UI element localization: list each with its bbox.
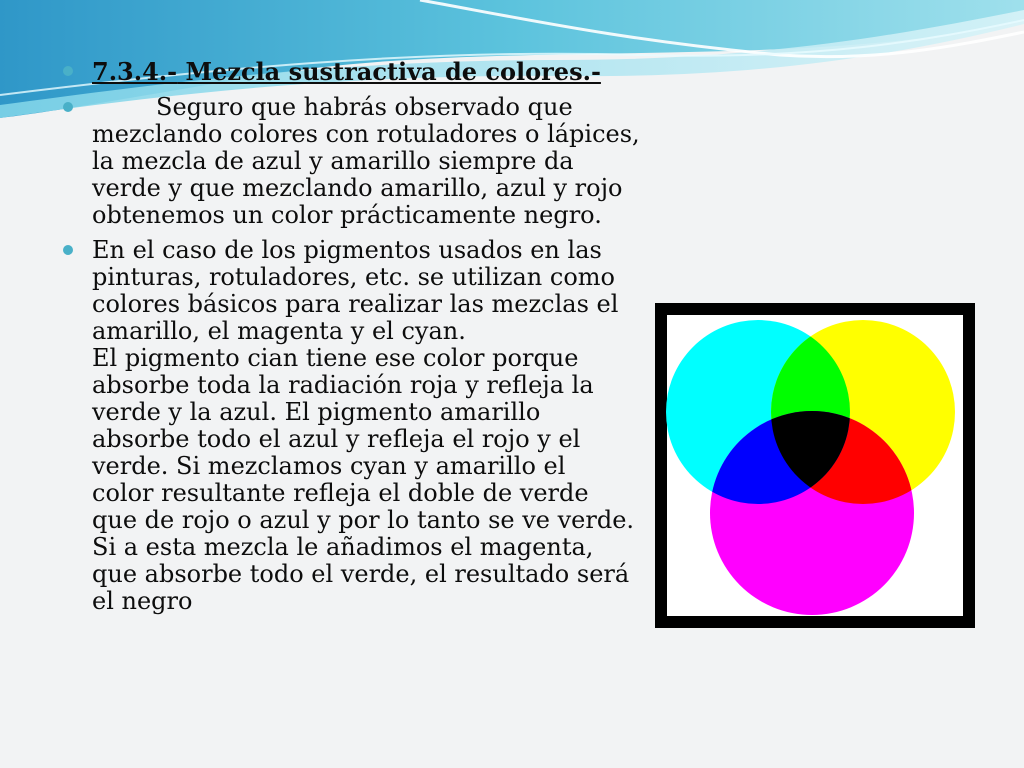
paragraph-2-line: que absorbe todo el verde, el resultado será bbox=[92, 560, 630, 588]
bullet-icon bbox=[63, 66, 73, 76]
paragraph-1: Seguro que habrás observado que mezclando colores con rotuladores o lápices, la mezcla de azul y amarillo siempre da verde y que mezclando amarillo, azul y rojo obtenemos un color prácticamente negro. bbox=[92, 93, 640, 229]
paragraph-2-line: En el caso de los pigmentos usados en las bbox=[92, 236, 602, 264]
bullet-list bbox=[60, 58, 640, 623]
paragraph-2-line: color resultante refleja el doble de verde bbox=[92, 479, 589, 507]
paragraph-2-line: verde y la azul. El pigmento amarillo bbox=[92, 398, 541, 426]
paragraph-2-line: Si a esta mezcla le añadimos el magenta, bbox=[92, 533, 594, 561]
paragraph-2-line: que de rojo o azul y por lo tanto se ve verde. bbox=[92, 506, 635, 534]
paragraph-2-line: amarillo, el magenta y el cyan. bbox=[92, 317, 466, 345]
paragraph-2-line: pinturas, rotuladores, etc. se utilizan como bbox=[92, 263, 615, 291]
paragraph-2-line: verde. Si mezclamos cyan y amarillo el bbox=[92, 452, 566, 480]
bullet-item-paragraph-2 bbox=[60, 237, 640, 615]
bullet-item-title bbox=[60, 58, 640, 86]
paragraph-2-line: El pigmento cian tiene ese color porque bbox=[92, 344, 579, 372]
bullet-item-paragraph-1 bbox=[60, 94, 640, 229]
slide-title bbox=[92, 57, 601, 86]
paragraph-2-line: absorbe todo el azul y refleja el rojo y el bbox=[92, 425, 581, 453]
title-text: Mezcla sustractiva de colores.- bbox=[185, 57, 601, 86]
paragraph-2-line: colores básicos para realizar las mezclas el bbox=[92, 290, 619, 318]
paragraph-2-line: el negro bbox=[92, 587, 193, 615]
title-number: 7.3.4.- bbox=[92, 57, 178, 86]
subtractive-color-diagram bbox=[655, 303, 975, 628]
bullet-icon bbox=[63, 245, 73, 255]
bullet-icon bbox=[63, 102, 73, 112]
paragraph-2-line: absorbe toda la radiación roja y refleja la bbox=[92, 371, 594, 399]
